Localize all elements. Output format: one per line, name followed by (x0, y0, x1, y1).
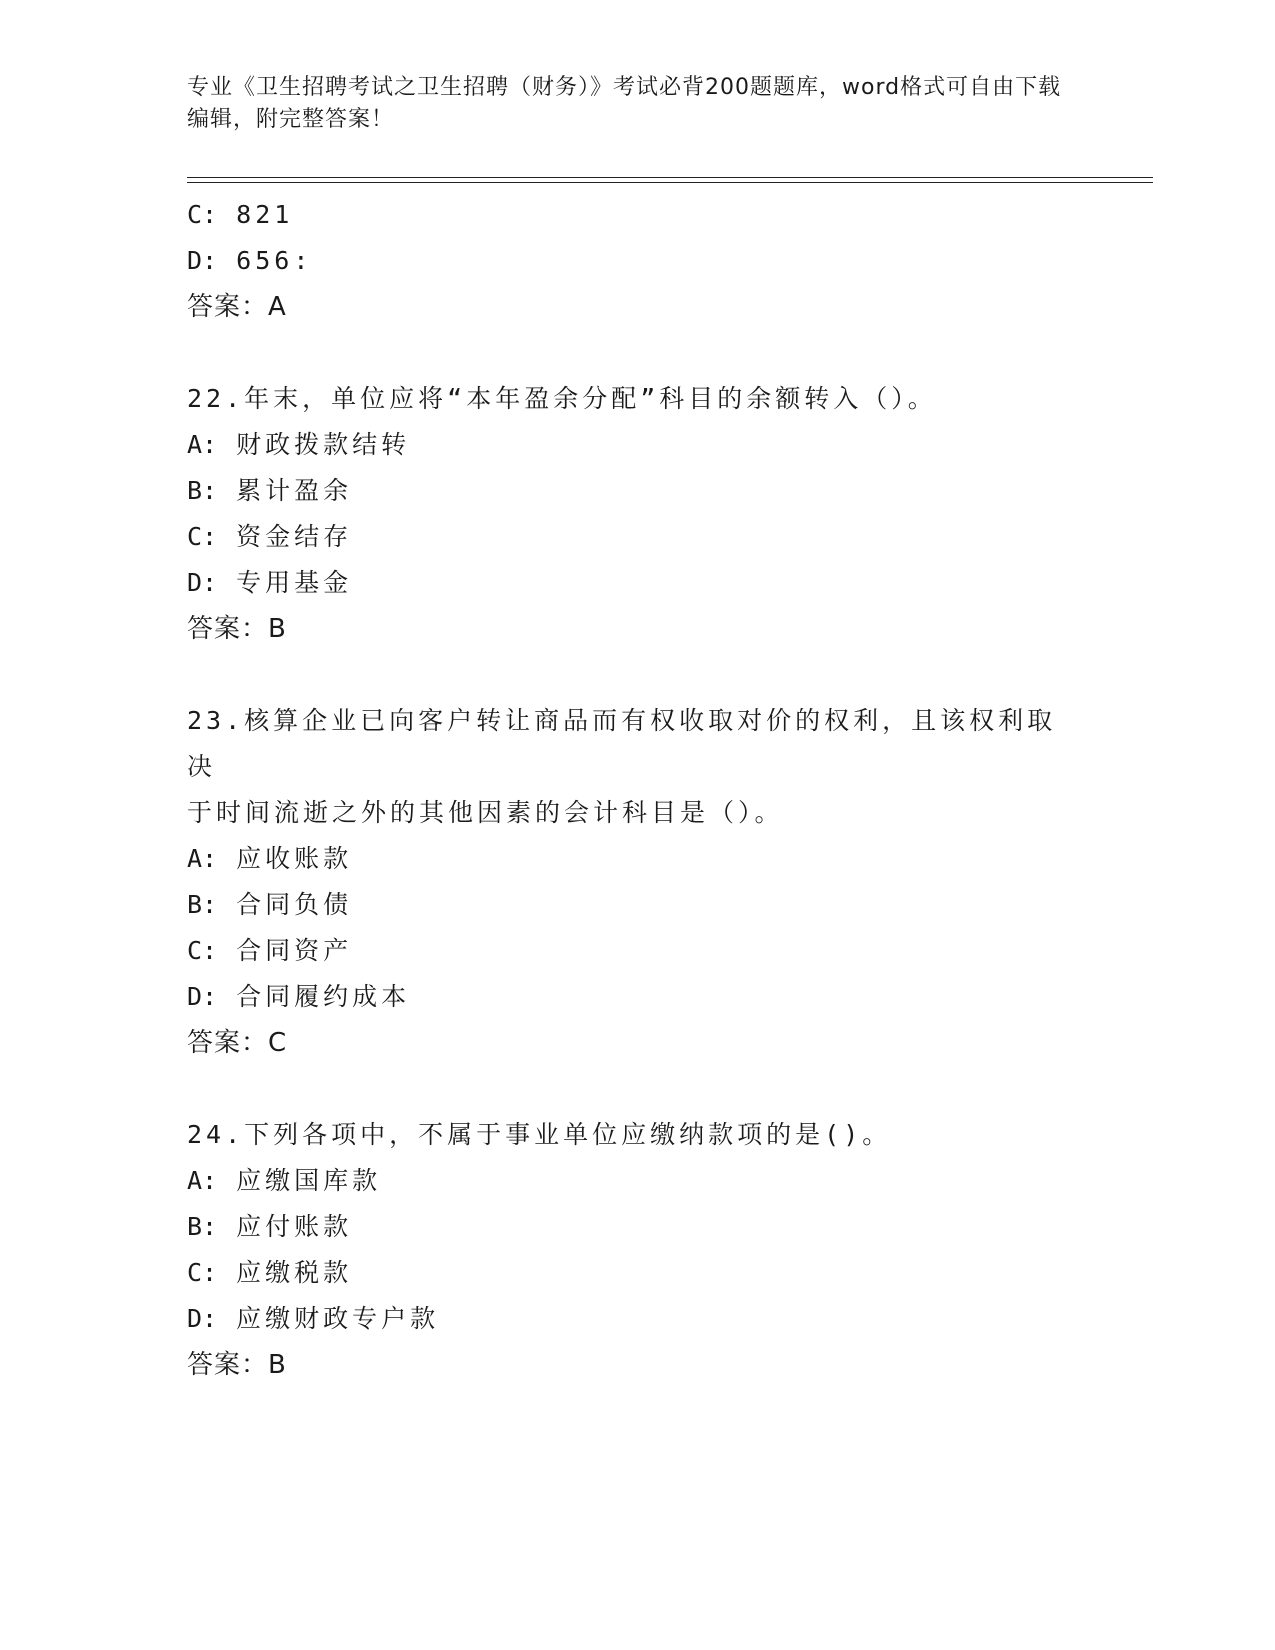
option-text: 合同负债 (236, 890, 353, 919)
header-rule-bottom (187, 182, 1153, 183)
header-rule-top (187, 177, 1153, 178)
answer-line: 答案：C (187, 1028, 288, 1058)
option-label: D: (187, 246, 218, 275)
option-b (187, 1204, 1087, 1250)
document-header: 专业《卫生招聘考试之卫生招聘（财务）》考试必背200题题库，word格式可自由下载编辑，附完整答案！ (187, 75, 1062, 132)
option-a (187, 836, 1087, 882)
spacer (187, 652, 1087, 698)
option-label: D: (187, 982, 218, 1011)
option-text: 合同履约成本 (236, 982, 411, 1011)
option-d (187, 1296, 1087, 1342)
option-label: A: (187, 1166, 218, 1195)
option-c (187, 514, 1087, 560)
option-text: 应缴财政专户款 (236, 1304, 440, 1333)
question-stem: 24.下列各项中，不属于事业单位应缴纳款项的是()。 (187, 1120, 892, 1149)
option-c (187, 192, 1087, 238)
option-c (187, 1250, 1087, 1296)
option-a (187, 422, 1087, 468)
option-label: A: (187, 430, 218, 459)
answer-line: 答案：B (187, 1350, 287, 1380)
option-b (187, 882, 1087, 928)
option-text: 应付账款 (236, 1212, 353, 1241)
option-label: B: (187, 476, 218, 505)
option-label: C: (187, 200, 218, 229)
option-label: C: (187, 522, 218, 551)
option-label: D: (187, 1304, 218, 1333)
answer-line: 答案：B (187, 614, 287, 644)
option-label: A: (187, 844, 218, 873)
question-stem-line-1: 23.核算企业已向客户转让商品而有权收取对价的权利，且该权利取决 (187, 706, 1057, 781)
option-label: D: (187, 568, 218, 597)
spacer (187, 330, 1087, 376)
option-text: 656: (236, 246, 313, 275)
option-label: B: (187, 1212, 218, 1241)
option-c (187, 928, 1087, 974)
option-d (187, 974, 1087, 1020)
option-text: 累计盈余 (236, 476, 353, 505)
answer-line: 答案：A (187, 292, 287, 322)
option-text: 资金结存 (236, 522, 353, 551)
option-text: 应收账款 (236, 844, 353, 873)
option-text: 合同资产 (236, 936, 353, 965)
option-text: 821 (236, 200, 294, 229)
question-stem: 22.年末，单位应将“本年盈余分配”科目的余额转入（）。 (187, 384, 937, 413)
option-a (187, 1158, 1087, 1204)
option-d (187, 560, 1087, 606)
spacer (187, 1066, 1087, 1112)
question-list (187, 192, 1087, 1388)
option-label: B: (187, 890, 218, 919)
question-stem-line-2: 于时间流逝之外的其他因素的会计科目是（）。 (187, 798, 784, 827)
option-label: C: (187, 936, 218, 965)
option-b (187, 468, 1087, 514)
option-text: 应缴国库款 (236, 1166, 382, 1195)
option-d (187, 238, 1087, 284)
option-text: 应缴税款 (236, 1258, 353, 1287)
option-text: 财政拨款结转 (236, 430, 411, 459)
option-text: 专用基金 (236, 568, 353, 597)
option-label: C: (187, 1258, 218, 1287)
